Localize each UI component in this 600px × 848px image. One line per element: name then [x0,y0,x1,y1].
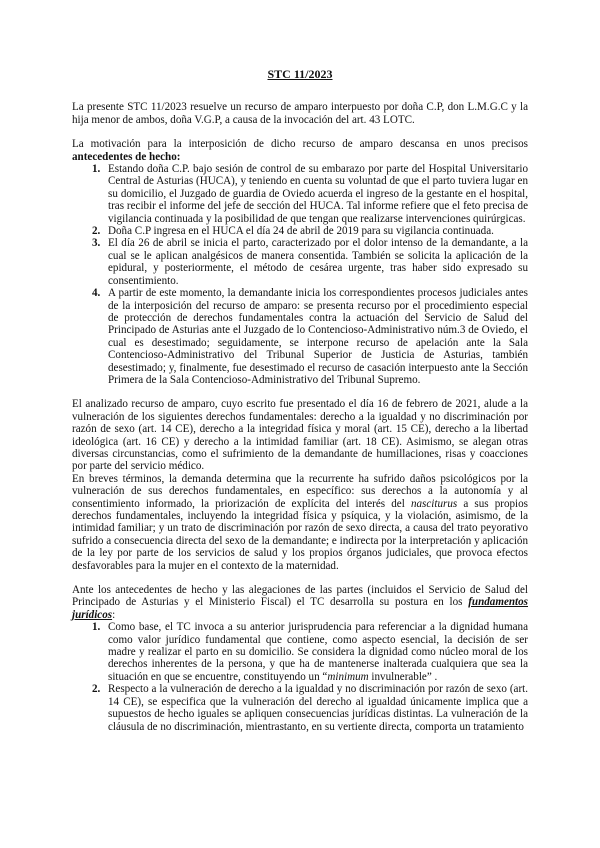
list-number: 2. [92,683,101,696]
document-page [72,68,528,733]
list-text: Doña C.P ingresa en el HUCA el día 24 de abril de 2019 para su vigilancia continuada. [108,225,494,238]
document-title: STC 11/2023 [267,67,333,81]
list-number: 4. [92,287,101,300]
fundamentos-label: fundamentos jurídicos [72,596,528,621]
antecedentes-lead-text: La motivación para la interposición de dicho recurso de amparo descansa en unos precisos [72,138,528,151]
list-item [72,287,528,386]
breves-text-2: a sus propios derechos fundamentales, incluyendo la integridad física y psíquica, y la violación, asimismo, de la intimidad familiar; y un trato de discriminación por razón de sexo directa, a causa del trato peyorativo sufrido a consecuencia directa del sexo de la demandante; e indirecta por la interpretación y aplicación de la ley por parte de los servicios de salud y los propios órganos judiciales, que provoca efectos desfavorables para la mujer en el contexto de la maternidad. [72,497,528,572]
list-text-b: invulnerable” . [368,670,438,683]
list-number: 3. [92,237,101,250]
list-number: 2. [92,225,101,238]
list-text: El día 26 de abril se inicia el parto, caracterizado por el dolor intenso de la demandante, a la cual se le aplican analgésicos de manera consentida. También se solicita la aplicación de la epidural, y posteriormente, el método de cesárea urgente, tras haber sido expresado su consentimiento. [108,237,528,287]
list-text-a: Respecto a la vulneración de derecho a la igualdad y no discriminación por razón de sexo (art. 14 CE), se especifica que la vulneración del derecho al igualdad únicamente implica que a supuestos de hecho iguales se apliquen consecuencias jurídicas distintas. La vulneración de la cláusula de no discriminación, mientrastanto, en su vertiente directa, comporta un tratamiento [108,683,528,733]
breves-text-1: En breves términos, la demanda determina que la recurrente ha sufrido daños psicológicos por la vulneración de sus derechos fundamentales, en específico: sus derechos a la autonomía y al consentimiento informado, la priorización de explícita del interés del [72,472,528,510]
list-text-italic: minimum [327,670,369,683]
list-item [72,163,528,225]
list-text-a: Como base, el TC invoca a su anterior jurisprudencia para referenciar a la dignidad humana como valor jurídico fundamental que contiene, como aspecto esencial, la decisión de ser madre y realizar el parto en su domicilio. Se considera la dignidad como núcleo moral de los derechos inherentes de la persona, y que ha de mantenerse inalterada cualquiera que sea la situación en que se encuentre, constituyendo un “ [108,621,528,683]
analizado-paragraph: El analizado recurso de amparo, cuyo escrito fue presentado el día 16 de febrero de 2021, alude a la vulneración de los siguientes derechos fundamentales: derecho a la igualdad y no discriminación por razón de sexo (art. 14 CE), derecho a la integridad física y moral (art. 15 CE), derecho a la libertad ideológica (art. 16 CE) y derecho a la intimidad familiar (art. 18 CE). Asimismo, se alegan otras diversas circunstancias, como el sufrimiento de la demandante de humillaciones, risas y coacciones por parte del servicio médico. [72,398,528,473]
antecedentes-list [72,163,528,386]
list-item [72,225,528,237]
list-text: Estando doña C.P. bajo sesión de control de su embarazo por parte del Hospital Universitario Central de Asturias (HUCA), y teniendo en cuenta su voluntad de que el parto tuviera lugar en su domicilio, el Juzgado de guardia de Oviedo acuerda el ingreso de la gestante en el hospital, tras recibir el informe del jefe de sección del HUCA. Tal informe refiere que el feto precisa de vigilancia continuada y la posibilidad de que tengan que realizarse intervenciones quirúrgicas. [108,163,528,225]
fundamentos-list [72,621,528,733]
antecedentes-lead [72,138,528,163]
ante-paragraph [72,584,528,621]
list-item [72,237,528,287]
ante-text-2: : [112,608,116,621]
list-number: 1. [92,163,101,176]
list-item [72,621,528,683]
intro-paragraph: La presente STC 11/2023 resuelve un recurso de amparo interpuesto por doña C.P, don L.M.G.C y la hija menor de ambos, doña V.G.P, a causa de la invocación del art. 43 LOTC. [72,101,528,126]
list-item [72,683,528,733]
ante-text-1: Ante los antecedentes de hecho y las alegaciones de las partes (incluidos el Servicio de Salud del Principado de Asturias y el Ministerio Fiscal) el TC desarrolla su postura en los [72,584,528,609]
antecedentes-label: antecedentes de hecho: [72,150,181,163]
list-number: 1. [92,621,101,634]
breves-paragraph [72,473,528,572]
breves-italic: nasciturus [410,497,458,510]
list-text: A partir de este momento, la demandante inicia los correspondientes procesos judiciales antes de la interposición del recurso de amparo: se presenta recurso por el procedimiento especial de protección de derechos fundamentales contra la actuación del Servicio de Salud del Principado de Asturias ante el Juzgado de lo Contencioso-Administrativo núm.3 de Oviedo, el cual es desestimado; seguidamente, se interpone recurso de apelación ante la Sala Contencioso-Administrativo del Tribunal Superior de Justicia de Asturias, también desestimado; y, finalmente, fue desestimado el recurso de casación interpuesto ante la Sección Primera de la Sala Contencioso-Administrativo del Tribunal Supremo. [108,287,528,386]
